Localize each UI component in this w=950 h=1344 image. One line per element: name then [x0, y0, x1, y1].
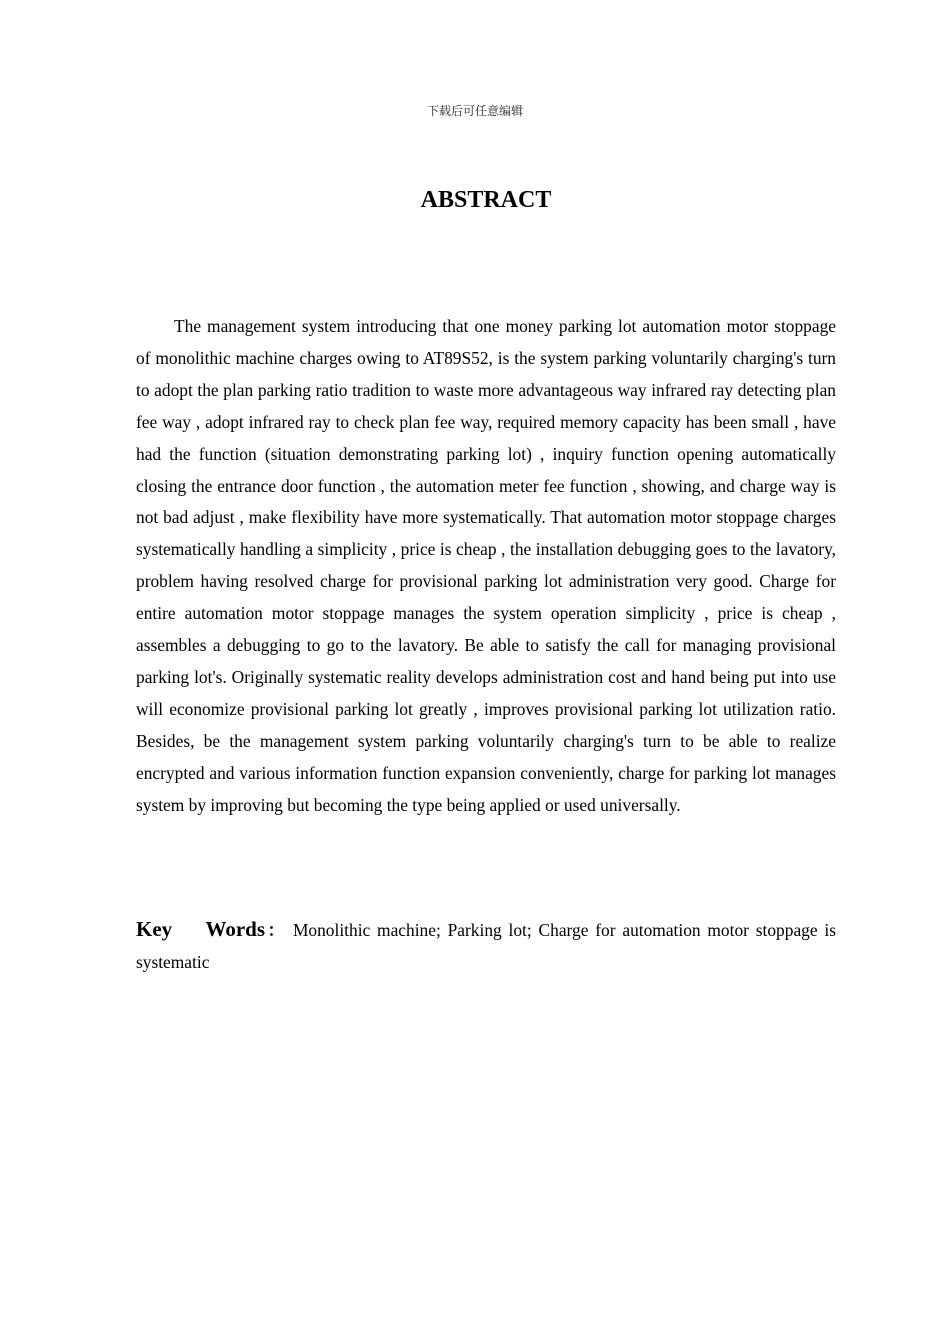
keywords-text: Monolithic machine; Parking lot; Charge for automation motor stoppage is systematic — [136, 920, 836, 972]
page-title: ABSTRACT — [420, 187, 552, 213]
keywords-line — [136, 914, 836, 979]
keywords-colon: ： — [265, 921, 287, 940]
abstract-paragraph: The management system introducing that one money parking lot automation motor stoppage of monolithic machine charges owing to AT89S52, is the system parking voluntarily charging's turn to adopt the plan parking ratio tradition to waste more advantageous way infrared ray detecting plan fee way , adopt infrared ray to check plan fee way, required memory capacity has been small , have had the function (situation demonstrating parking lot) , inquiry function opening automatically closing the entrance door function , the automation meter fee function , showing, and charge way is not bad adjust , make flexibility have more systematically. That automation motor stoppage charges systematically handling a simplicity , price is cheap , the installation debugging goes to the lavatory, problem having resolved charge for provisional parking lot administration very good. Charge for entire automation motor stoppage manages the system operation simplicity , price is cheap , assembles a debugging to go to the lavatory. Be able to satisfy the call for managing provisional parking lot's. Originally systematic reality develops administration cost and hand being put into use will economize provisional parking lot greatly , improves provisional parking lot utilization ratio. Besides, be the management system parking voluntarily charging's turn to be able to realize encrypted and various information function expansion conveniently, charge for parking lot manages system by improving but becoming the type being applied or used universally. — [136, 316, 836, 815]
page-header-note: 下载后可任意编辑 — [426, 104, 523, 118]
keywords-label: Key Words — [136, 917, 266, 941]
